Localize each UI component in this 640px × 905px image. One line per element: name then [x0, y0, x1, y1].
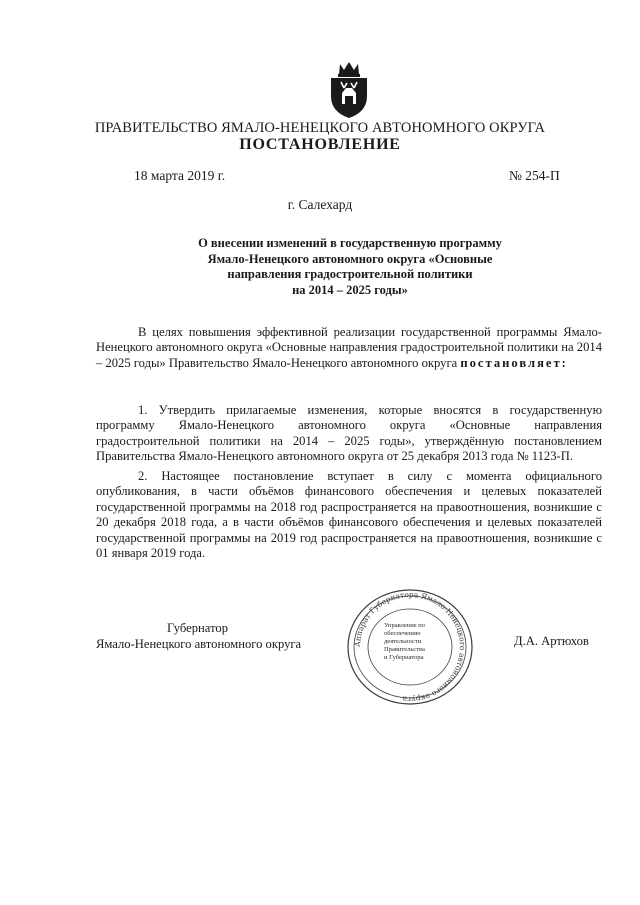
signatory-org: Ямало-Ненецкого автономного округа [96, 637, 302, 651]
stamp-ring-text: Аппарат Губернатора Ямало-Ненецкого автономного округа [352, 589, 468, 705]
stamp-line: и Губернатора [384, 654, 424, 661]
title-line: направления градостроительной политики [227, 267, 473, 281]
stamp-line: Правительства [384, 646, 425, 653]
title-line: на 2014 – 2025 годы» [292, 282, 408, 297]
stamp-inner-text [384, 622, 444, 662]
document-type: ПОСТАНОВЛЕНИЕ [239, 136, 401, 153]
paragraph-item-1: 1. Утвердить прилагаемые изменения, которые вносятся в государственную программу Ямало-Ненецкого автономного округа «Основные направления градостроительной политики на 2014 – 2025 годы», утверждённую постановлением Правительства Ямало-Ненецкого автономного округа от 25 декабря 2013 года № 1123-П. [96, 403, 602, 464]
paragraph-preamble [96, 325, 602, 371]
paragraph-item-2: 2. Настоящее постановление вступает в силу с момента официального опубликования, в части объёмов финансового обеспечения и целевых показателей государственной программы на 2018 год распространяется на правоотношения, возникшие с 20 декабря 2018 года, а в части объёмов финансового обеспечения и целевых показателей государственной программы на 2019 год распространяется на правоотношения, возникшие с 01 января 2019 года. [96, 469, 602, 561]
title-line: О внесении изменений в государственную программу [198, 236, 502, 250]
document-title [160, 236, 540, 298]
stamp-line: Управление по [384, 622, 425, 629]
document-city: г. Салехард [287, 197, 353, 212]
resolves-keyword: постановляет: [460, 355, 568, 370]
signatory-title: Губернатор [167, 621, 228, 635]
title-line: Ямало-Ненецкого автономного округа «Основные [207, 251, 493, 266]
yamal-coat-of-arms-icon [326, 60, 372, 120]
preamble-text: В целях повышения эффективной реализации государственной программы Ямало-Ненецкого автономного округа «Основные направления градостроительной политики на 2014 – 2025 годы» Правительство Ямало-Ненецкого автономного округа [96, 325, 602, 370]
document-date: 18 марта 2019 г. [134, 168, 226, 183]
stamp-line: деятельности [384, 638, 422, 645]
document-number: № 254-П [509, 168, 560, 183]
signatory-name: Д.А. Артюхов [514, 634, 589, 648]
stamp-line: обеспечению [384, 630, 421, 637]
organization-title: ПРАВИТЕЛЬСТВО ЯМАЛО-НЕНЕЦКОГО АВТОНОМНОГО ОКРУГА [94, 120, 546, 136]
